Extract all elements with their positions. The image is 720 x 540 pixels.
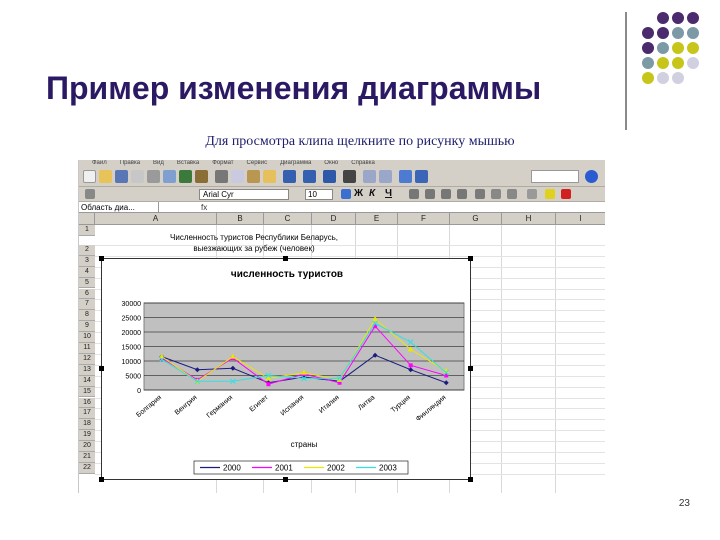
- row-header[interactable]: 5: [79, 278, 95, 289]
- menu-item[interactable]: Правка: [119, 160, 141, 166]
- row-header[interactable]: 19: [79, 430, 95, 441]
- sort-descending-icon[interactable]: [379, 170, 392, 183]
- decorative-dot: [687, 12, 699, 24]
- x-tick-label: Германия: [205, 394, 235, 420]
- menu-item[interactable]: Окно: [324, 160, 339, 166]
- decorative-dot: [672, 57, 684, 69]
- row-header[interactable]: 8: [79, 310, 95, 321]
- research-icon[interactable]: [195, 170, 208, 183]
- column-header[interactable]: C: [264, 213, 312, 225]
- y-tick-label: 0: [137, 388, 141, 395]
- font-size-select[interactable]: 10: [305, 189, 333, 200]
- row-header[interactable]: 16: [79, 398, 95, 409]
- row-header[interactable]: 14: [79, 376, 95, 387]
- print-preview-icon[interactable]: [163, 170, 176, 183]
- underline-button[interactable]: Ч: [385, 188, 393, 199]
- row-header[interactable]: 4: [79, 267, 95, 278]
- row-header[interactable]: 17: [79, 408, 95, 419]
- decorative-dot: [672, 12, 684, 24]
- legend-entry: 2003: [379, 463, 397, 473]
- comma-icon[interactable]: [507, 189, 517, 199]
- legend-entry: 2000: [223, 463, 241, 473]
- column-header[interactable]: H: [502, 213, 556, 225]
- decorative-dot: [672, 27, 684, 39]
- y-tick-label: 5000: [125, 373, 141, 381]
- line-chart[interactable]: [102, 259, 472, 481]
- x-tick-label: Финляндия: [414, 394, 448, 424]
- row-header[interactable]: 20: [79, 441, 95, 452]
- row-header[interactable]: 12: [79, 354, 95, 365]
- excel-clip[interactable]: [78, 160, 605, 493]
- decorative-dot: [642, 27, 654, 39]
- row-header[interactable]: 3: [79, 256, 95, 267]
- legend-entry: 2001: [275, 463, 293, 473]
- column-header[interactable]: D: [312, 213, 356, 225]
- y-tick-label: 10000: [121, 359, 141, 366]
- format-painter-icon[interactable]: [263, 170, 276, 183]
- x-tick-label: Литва: [357, 394, 377, 412]
- decorative-dot: [657, 57, 669, 69]
- spelling-icon[interactable]: [179, 170, 192, 183]
- menu-item[interactable]: Формат: [212, 160, 234, 166]
- currency-icon[interactable]: [475, 189, 485, 199]
- legend-entry: 2002: [327, 463, 345, 473]
- x-tick-label: Италия: [318, 394, 341, 415]
- decorative-dot: [672, 42, 684, 54]
- row-header[interactable]: 1: [79, 225, 95, 236]
- chart-title: численность туристов: [230, 269, 344, 280]
- excel-menubar: [79, 160, 605, 167]
- x-axis-label: страны: [290, 440, 318, 449]
- bold-button[interactable]: Ж: [354, 188, 364, 199]
- open-icon[interactable]: [99, 170, 112, 183]
- help-icon[interactable]: [585, 170, 598, 183]
- menu-item[interactable]: Вставка: [176, 160, 200, 166]
- x-tick-label: Турция: [389, 394, 412, 415]
- page-number: 23: [678, 498, 690, 509]
- decorative-dot: [657, 72, 669, 84]
- percent-icon[interactable]: [491, 189, 501, 199]
- zoom-select[interactable]: [531, 170, 579, 183]
- decorative-dot: [642, 42, 654, 54]
- copy-icon[interactable]: [231, 170, 244, 183]
- resize-handle[interactable]: [283, 477, 288, 482]
- resize-handle[interactable]: [99, 256, 104, 261]
- row-header[interactable]: 22: [79, 463, 95, 474]
- print-icon[interactable]: [147, 170, 160, 183]
- formula-bar: [79, 202, 605, 213]
- row-header[interactable]: 6: [79, 289, 95, 300]
- chart-wizard-icon[interactable]: [399, 170, 412, 183]
- resize-handle[interactable]: [99, 366, 104, 371]
- select-all-corner[interactable]: [79, 213, 95, 225]
- y-tick-label: 15000: [121, 344, 141, 352]
- chart-format-icon[interactable]: [341, 189, 351, 199]
- resize-handle[interactable]: [283, 256, 288, 261]
- column-header[interactable]: I: [556, 213, 605, 225]
- x-tick-label: Болгария: [135, 394, 164, 420]
- row-header[interactable]: 9: [79, 321, 95, 332]
- hyperlink-icon[interactable]: [323, 170, 336, 183]
- row-header[interactable]: 21: [79, 452, 95, 463]
- cut-icon[interactable]: [215, 170, 228, 183]
- font-color-icon[interactable]: [561, 189, 571, 199]
- decorative-dots: [640, 10, 720, 140]
- cell-title-line2: выезжающих за рубеж (человек): [193, 244, 315, 253]
- menu-item[interactable]: Файл: [92, 160, 107, 166]
- column-header[interactable]: B: [217, 213, 264, 225]
- column-header[interactable]: F: [398, 213, 450, 225]
- font-name-select[interactable]: Arial Cyr: [199, 189, 289, 200]
- align-left-icon[interactable]: [409, 189, 419, 199]
- grid-line: [95, 256, 605, 257]
- standard-toolbar: [79, 167, 605, 187]
- sort-ascending-icon[interactable]: [363, 170, 376, 183]
- menu-item[interactable]: Диаграмма: [280, 160, 312, 166]
- merge-center-icon[interactable]: [457, 189, 467, 199]
- decorative-dot: [657, 27, 669, 39]
- cell-title-line1: Численность туристов Республики Беларусь,: [170, 233, 338, 242]
- menu-item[interactable]: Справка: [351, 160, 375, 166]
- formatting-toolbar: [79, 187, 605, 202]
- data-point: [409, 363, 413, 367]
- paste-icon[interactable]: [247, 170, 260, 183]
- column-header[interactable]: G: [450, 213, 502, 225]
- autosum-icon[interactable]: [343, 170, 356, 183]
- row-header[interactable]: 15: [79, 387, 95, 398]
- data-point: [266, 382, 270, 386]
- align-right-icon[interactable]: [441, 189, 451, 199]
- resize-handle[interactable]: [99, 477, 104, 482]
- row-header[interactable]: 18: [79, 419, 95, 430]
- slide-subtitle: Для просмотра клипа щелкните по рисунку мышью: [205, 134, 515, 149]
- resize-handle[interactable]: [468, 366, 473, 371]
- name-box[interactable]: Область диа...: [79, 202, 159, 213]
- divider-line: [625, 12, 627, 130]
- undo-icon[interactable]: [283, 170, 296, 183]
- y-tick-label: 30000: [121, 301, 141, 308]
- resize-handle[interactable]: [468, 256, 473, 261]
- decorative-dot: [687, 42, 699, 54]
- redo-icon[interactable]: [303, 170, 316, 183]
- column-header[interactable]: A: [95, 213, 217, 225]
- save-icon[interactable]: [115, 170, 128, 183]
- fill-color-icon[interactable]: [545, 189, 555, 199]
- x-tick-label: Египет: [248, 394, 270, 414]
- fx-label[interactable]: fx: [201, 203, 208, 212]
- y-tick-label: 20000: [121, 330, 141, 337]
- row-header[interactable]: 7: [79, 299, 95, 310]
- x-tick-label: Испания: [279, 394, 306, 418]
- column-header[interactable]: E: [356, 213, 398, 225]
- decorative-dot: [642, 72, 654, 84]
- decorative-dot: [687, 57, 699, 69]
- decorative-dot: [642, 57, 654, 69]
- font-icon: [85, 189, 95, 199]
- y-tick-label: 25000: [121, 315, 141, 323]
- decorative-dot: [672, 72, 684, 84]
- italic-button[interactable]: К: [369, 188, 376, 199]
- row-header[interactable]: 10: [79, 332, 95, 343]
- menu-item[interactable]: Сервис: [246, 160, 268, 166]
- decorative-dot: [657, 42, 669, 54]
- drawing-icon[interactable]: [415, 170, 428, 183]
- row-header[interactable]: 13: [79, 365, 95, 376]
- x-tick-label: Венгрия: [173, 394, 199, 417]
- permission-icon[interactable]: [131, 170, 144, 183]
- chart-area[interactable]: [101, 258, 471, 480]
- slide-title: Пример изменения диаграммы: [46, 70, 542, 106]
- resize-handle[interactable]: [468, 477, 473, 482]
- row-header[interactable]: 2: [79, 245, 95, 256]
- menu-item[interactable]: Вид: [153, 160, 164, 166]
- align-center-icon[interactable]: [425, 189, 435, 199]
- decorative-dot: [657, 12, 669, 24]
- decorative-dot: [687, 27, 699, 39]
- new-icon[interactable]: [83, 170, 96, 183]
- indent-icon[interactable]: [527, 189, 537, 199]
- row-header[interactable]: 11: [79, 343, 95, 354]
